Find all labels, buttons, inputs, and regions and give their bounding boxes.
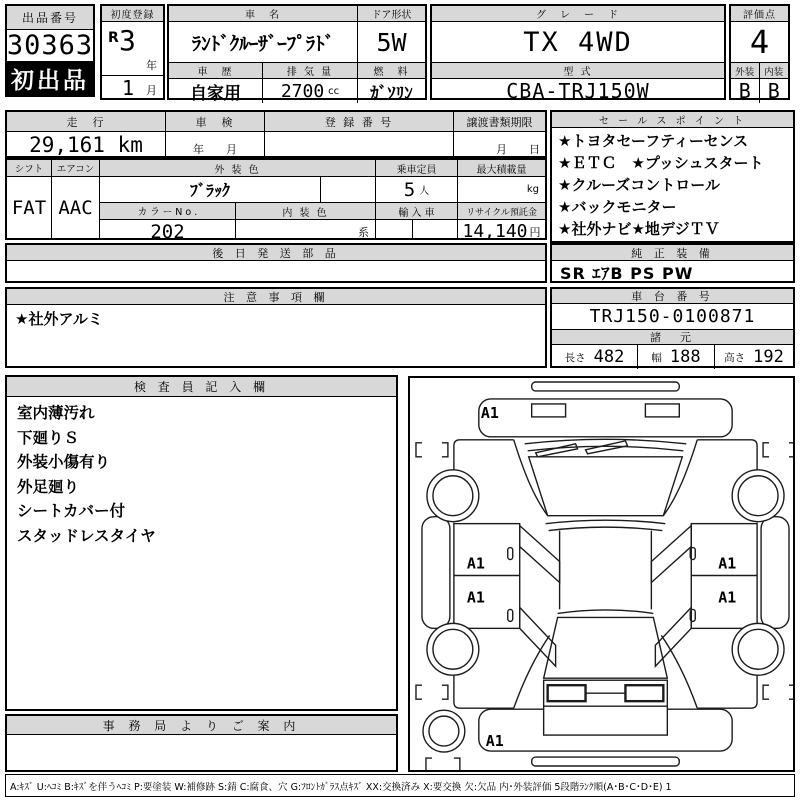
mileage: 29,161 km <box>29 132 143 156</box>
aircon: AAC <box>58 197 93 219</box>
front-left-wheel <box>427 470 479 522</box>
car-name-label: 車 名 <box>169 6 358 21</box>
oem-equipment: SR ｴｱB PS PW <box>560 263 694 283</box>
left-headlight <box>532 404 566 417</box>
door-shape: 5W <box>376 27 407 57</box>
lot-section <box>5 4 95 97</box>
color-no-label: カ ラ ー N o . <box>100 203 236 219</box>
windshield <box>529 457 683 516</box>
sales-points-section <box>550 110 795 243</box>
month-unit: 月 <box>146 84 157 97</box>
first-reg-month: 1 <box>122 76 135 100</box>
sales-points-label: セ ー ル ス ポ イ ン ト <box>552 112 793 128</box>
first-reg-year: 3 <box>119 24 136 57</box>
model-code-label: 型 式 <box>432 63 724 79</box>
exterior-color: ﾌﾞﾗｯｸ <box>100 177 321 202</box>
capacity: 5 <box>403 178 416 201</box>
registration-number <box>265 132 453 156</box>
rear-left-bracket <box>416 685 448 699</box>
car-name: ﾗﾝﾄﾞｸﾙｰｻﾞｰﾌﾟﾗﾄﾞ <box>169 22 358 62</box>
legend-bar <box>5 774 795 797</box>
color-change-cell <box>321 177 376 202</box>
exterior-color-label: 外 装 色 <box>100 160 376 176</box>
color-no: 202 <box>100 220 236 238</box>
chassis-section <box>550 287 795 368</box>
roof-rear-edge <box>558 610 654 613</box>
first-registration <box>100 4 165 100</box>
left-front-door-handle <box>508 548 513 560</box>
model-code: CBA-TRJ150W <box>506 79 650 103</box>
car-name-section <box>167 4 427 103</box>
spare-bracket <box>426 758 460 770</box>
color-section <box>5 158 547 240</box>
inspector-note: 室内薄汚れ <box>17 404 95 422</box>
right-wiper <box>586 441 628 454</box>
roof-front-edge <box>546 520 666 523</box>
rear-window <box>544 617 668 678</box>
width-label: 幅 <box>651 351 662 364</box>
rear-right-wheel <box>732 623 784 675</box>
chassis-number-label: 車 台 番 号 <box>552 289 793 304</box>
interior-label: 内装 <box>760 63 789 78</box>
right-rocker-panel <box>761 517 789 629</box>
shaken-label: 車 検 <box>166 112 264 132</box>
length-value: 482 <box>593 347 625 367</box>
sales-point: ★クルーズコントロール <box>558 176 720 194</box>
inspector-notes-label: 検 査 員 記 入 欄 <box>7 377 396 397</box>
right-c-pillar-band <box>655 607 691 666</box>
chassis-number: TRJ150-0100871 <box>552 304 793 330</box>
fuel-label: 燃 料 <box>358 63 425 78</box>
damage-mark-right-front-door: A1 <box>718 554 737 573</box>
roof-front-edge <box>549 527 663 530</box>
notes-line: ★社外アルミ <box>15 310 103 328</box>
oem-equipment-section <box>550 243 795 283</box>
left-mirror-bracket <box>416 443 448 457</box>
damage-mark-rear-bumper: A1 <box>485 732 504 751</box>
inspector-note: 下廻りＳ <box>17 428 80 447</box>
front-bumper <box>479 399 732 437</box>
front-right-wheel <box>732 470 784 522</box>
inspector-note: シートカバー付 <box>17 502 126 520</box>
right-mirror-bracket <box>763 443 793 457</box>
registration-number-label: 登 録 番 号 <box>265 112 453 132</box>
capacity-label: 乗車定員 <box>376 160 458 176</box>
width-value: 188 <box>669 347 701 367</box>
office-info-label: 事 務 局 よ り ご 案 内 <box>7 716 396 735</box>
lot-label: 出品番号 <box>7 6 93 30</box>
office-info-section <box>5 714 398 772</box>
car-diagram-svg <box>410 378 793 770</box>
score-section <box>729 4 790 103</box>
inspector-notes-section <box>5 375 398 711</box>
inspector-note: 外装小傷有り <box>17 453 111 471</box>
left-wiper <box>536 444 578 457</box>
lot-badge: 初出品 <box>7 61 93 96</box>
dimensions <box>552 345 793 369</box>
rear-bumper-strip <box>532 757 680 766</box>
history-label: 車 歴 <box>169 63 263 78</box>
recycle-unit: 円 <box>529 225 541 238</box>
right-headlight <box>645 404 679 417</box>
right-b-pillar-band <box>651 526 691 583</box>
inspector-note: スタッドレスタイヤ <box>17 526 156 545</box>
inspector-note: 外足廻り <box>17 477 80 496</box>
first-registration-label: 初度登録 <box>102 6 163 22</box>
length-label: 長さ <box>564 351 586 364</box>
legend-text: A:ｷｽﾞ U:ﾍｺﾐ B:ｷｽﾞを伴うﾍｺﾐ P:要塗装 W:補修跡 S:錆 C:腐食、穴 G:ﾌﾛﾝﾄｶﾞﾗｽ点ｷｽﾞ XX:交換済み X:要交換 欠:欠品 内･外装評価 5段階ﾗﾝｸ順(A･B･C･D･E) 1 <box>10 781 672 793</box>
displacement: 2700 <box>280 80 325 102</box>
damage-mark-left-front-door: A1 <box>466 554 485 573</box>
height-label: 高さ <box>724 351 746 364</box>
door-shape-label: ドア形状 <box>358 6 425 21</box>
interior-color-suffix: 系 <box>236 220 376 238</box>
grade-label: グ レ ー ド <box>432 6 724 22</box>
payload-unit: kg <box>526 184 539 195</box>
sales-point: ★バックモニター <box>558 198 677 216</box>
rear-right-bracket <box>763 685 793 699</box>
left-rocker-panel <box>422 517 450 629</box>
later-parts-label: 後 日 発 送 部 品 <box>7 245 545 261</box>
score: 4 <box>731 22 788 63</box>
damage-mark-right-rear-door: A1 <box>718 588 737 607</box>
left-rear-door-handle <box>508 609 513 621</box>
import-cell-1 <box>376 220 413 238</box>
grade-section <box>430 4 726 103</box>
notes-label: 注 意 事 項 欄 <box>7 289 545 305</box>
rear-left-wheel <box>427 623 479 675</box>
recycle-deposit: 14,140 <box>462 221 528 238</box>
height-value: 192 <box>753 347 784 367</box>
damage-mark-front-bumper: A1 <box>480 403 499 422</box>
fuel: ｶﾞｿﾘﾝ <box>370 83 413 103</box>
shift-label: シフト <box>7 160 51 177</box>
import-label: 輸 入 車 <box>376 203 458 219</box>
left-b-pillar-band <box>520 526 560 583</box>
left-c-pillar-band <box>520 607 556 666</box>
sales-point: ★トヨタセーフティーセンス <box>558 132 749 150</box>
grade: TX 4WD <box>432 22 724 63</box>
recycle-label: リサイクル預託金 <box>458 203 545 219</box>
later-parts-section <box>5 243 547 283</box>
roof-sides <box>560 531 652 610</box>
capacity-unit: 人 <box>419 186 430 197</box>
transfer-docs-label: 譲渡書類期限 <box>454 112 545 132</box>
shift: FAT <box>11 197 47 219</box>
exterior-grade: B <box>731 79 760 103</box>
car-diagram <box>408 376 795 772</box>
front-right-hood-line <box>663 440 697 516</box>
notes-section <box>5 287 547 368</box>
interior-grade: B <box>767 79 780 103</box>
score-label: 評価点 <box>731 6 788 22</box>
rear-gate <box>544 680 668 735</box>
payload-label: 最大積載量 <box>458 160 545 176</box>
displacement-label: 排 気 量 <box>263 63 358 78</box>
dimensions-label: 諸 元 <box>552 330 793 345</box>
damage-mark-left-rear-door: A1 <box>466 588 485 607</box>
sales-point: ★ＥＴＣ ★プッシュスタート <box>558 154 764 172</box>
cowl-line <box>525 439 687 443</box>
oem-equipment-label: 純 正 装 備 <box>552 245 793 261</box>
mileage-section <box>5 110 547 158</box>
shaken-value: 年 月 <box>193 143 237 156</box>
lot-number: 30363 <box>6 30 94 61</box>
aircon-label: エアコン <box>52 160 99 177</box>
year-unit: 年 <box>146 59 157 72</box>
transfer-docs-value: 月 日 <box>496 143 540 156</box>
sales-point: ★社外ナビ★地デジＴＶ <box>558 220 720 238</box>
era-letter: R <box>108 30 119 46</box>
import-cell-2 <box>413 220 457 238</box>
history: 自家用 <box>169 79 263 103</box>
front-bumper-strip <box>532 382 680 391</box>
mileage-label: 走 行 <box>7 112 165 132</box>
exterior-label: 外装 <box>731 63 760 78</box>
displacement-unit: cc <box>328 85 340 97</box>
interior-color-label: 内 装 色 <box>236 203 376 219</box>
